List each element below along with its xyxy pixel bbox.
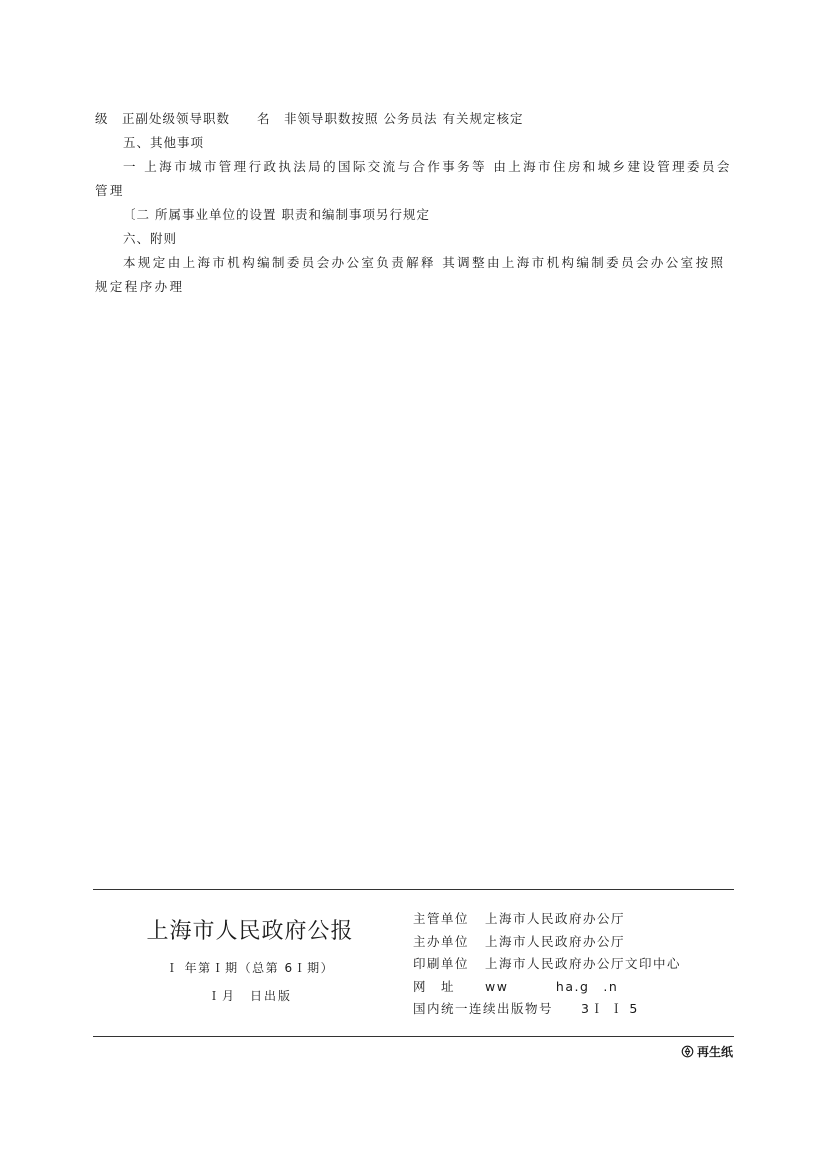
info-row-printer: [413, 953, 681, 976]
footer-top-rule: [93, 889, 734, 890]
paragraph-staffing: 级 正副处级领导职数 名 非领导职数按照 公务员法 有关规定核定: [95, 111, 524, 126]
info-row-sponsor: [413, 931, 681, 954]
body-text: [95, 107, 735, 299]
info-row-website: [413, 976, 681, 999]
paragraph-interpretation: 本规定由上海市机构编制委员会办公室负责解释 其调整由上海市机构编制委员会办公室按照规定程序办理: [95, 255, 726, 294]
info-value: 上海市人民政府办公厅: [485, 911, 626, 926]
info-row-serial-number: [413, 998, 681, 1021]
info-value: 上海市人民政府办公厅: [485, 933, 626, 949]
info-label: 网 址: [413, 978, 456, 994]
info-label: 主办单位: [413, 933, 470, 949]
heading-other-matters: 五、其他事项: [123, 135, 205, 150]
info-label: 印刷单位: [413, 956, 470, 971]
website-value: ww ha.g .n: [485, 978, 619, 994]
heading-supplementary: 六、附则: [123, 231, 178, 246]
publication-info: [413, 908, 681, 1021]
footer-bottom-rule: [93, 1036, 734, 1037]
paragraph-affiliated-units: 〔二 所属事业单位的设置 职责和编制事项另行规定: [123, 207, 430, 222]
masthead: [95, 917, 405, 1005]
recycle-icon: [681, 1045, 694, 1058]
info-value: 上海市人民政府办公厅文印中心: [485, 956, 682, 971]
recycled-paper-mark: [681, 1043, 733, 1060]
info-row-supervisor: [413, 908, 681, 931]
publication-date: Ｉ月 日出版: [207, 989, 292, 1003]
info-label: 国内统一连续出版物号: [413, 1001, 554, 1016]
recycled-paper-label: 再生纸: [696, 1045, 733, 1059]
paragraph-international-affairs: 一 上海市城市管理行政执法局的国际交流与合作事务等 由上海市住房和城乡建设管理委员会管理: [95, 159, 732, 198]
journal-title: 上海市人民政府公报: [146, 919, 354, 944]
serial-number-value: 3Ｉ Ｉ 5: [553, 1001, 639, 1016]
info-label: 主管单位: [413, 911, 470, 926]
issue-number: Ｉ 年第Ｉ期（总第 6Ｉ期）: [165, 961, 335, 975]
